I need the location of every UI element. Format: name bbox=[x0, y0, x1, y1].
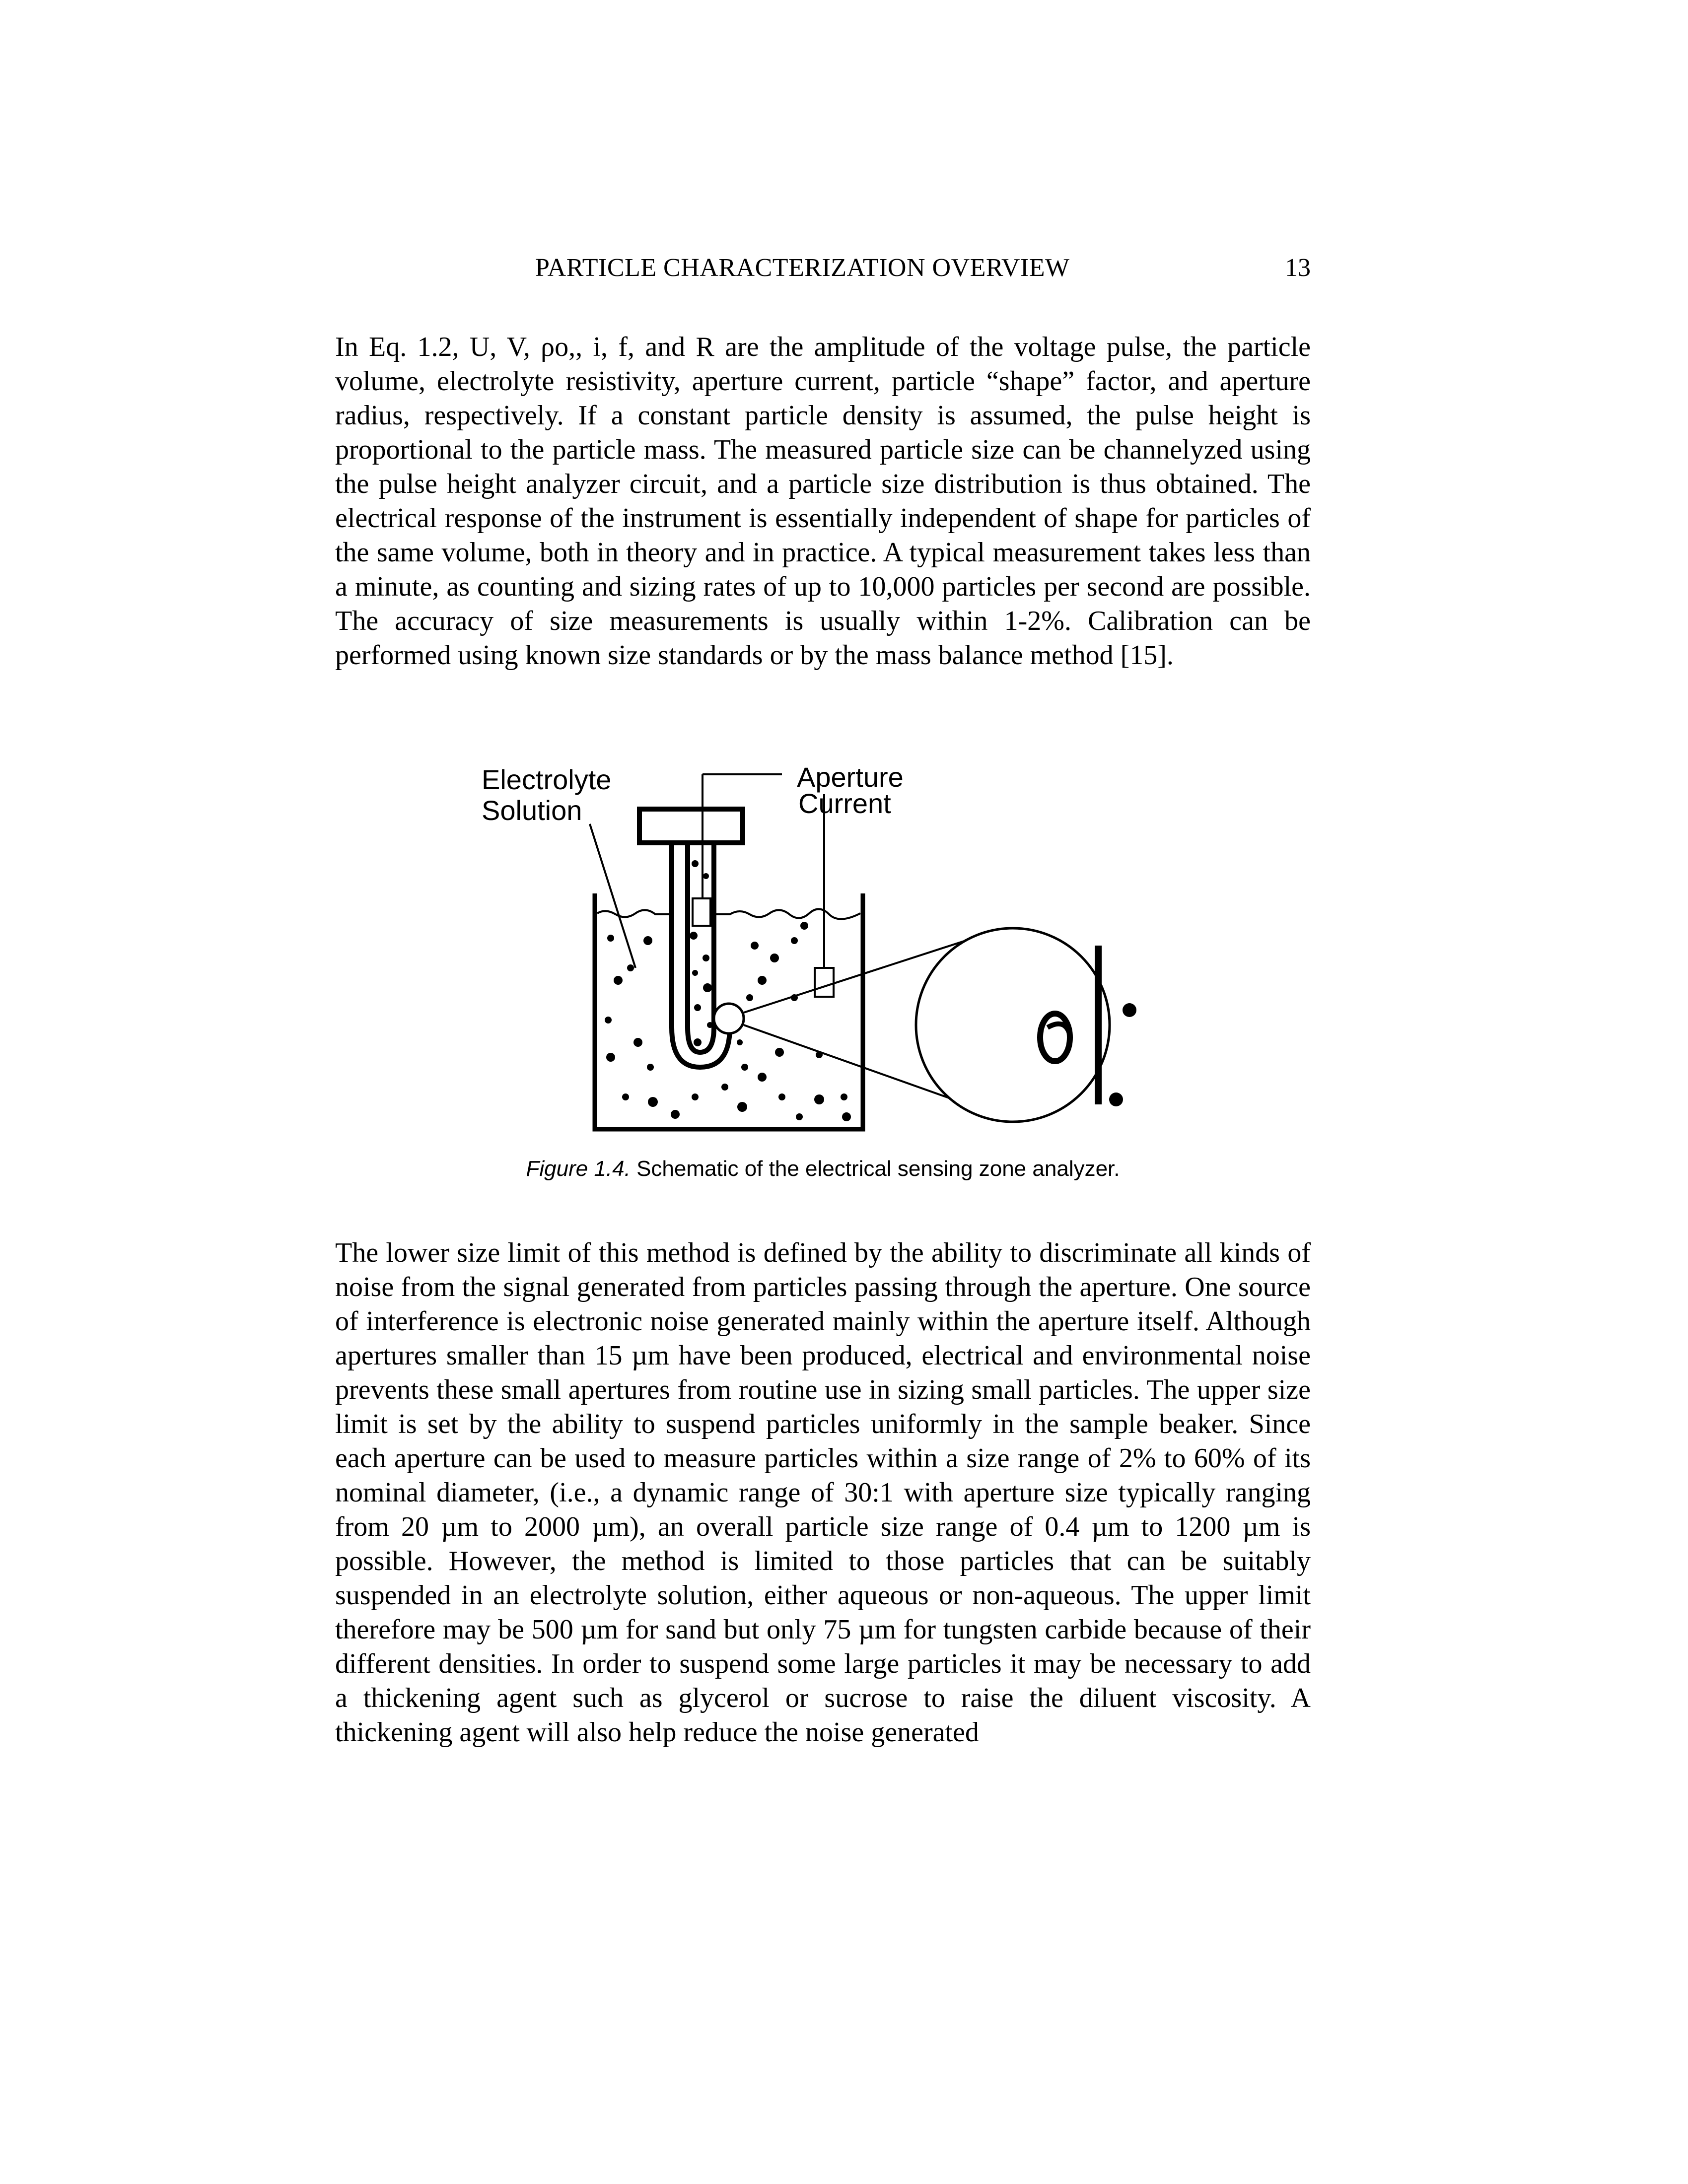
label-aperture: Aperture bbox=[797, 761, 904, 793]
label-solution: Solution bbox=[482, 795, 582, 826]
magnified-view bbox=[916, 928, 1110, 1122]
paragraph-2: The lower size limit of this method is defined by the ability to discriminate all kinds of noise from the signal generated from particles passing through the aperture. One source of interference is electronic noise generated mainly within the aperture itself. Although apertures smaller than 15 µm have been produced, electrical and environmental noise prevents these small apertures from routine use in sizing small particles. The upper size limit is set by the ability to suspend particles uniformly in the sample beaker. Since each aperture can be used to measure particles within a size range of 2% to 60% of its nominal diameter, (i.e., a dynamic range of 30:1 with aperture size typically ranging from 20 µm to 2000 µm), an overall particle size range of 0.4 µm to 1200 µm is possible. However, the method is limited to those particles that can be suitably suspended in an electrolyte solution, either aqueous or non-aqueous. The upper limit therefore may be 500 µm for sand but only 75 µm for tungsten carbide because of their different densities. In order to suspend some large particles it may be necessary to add a thickening agent such as glycerol or sucrose to raise the diluent viscosity. A thickening agent will also help reduce the noise generated bbox=[335, 1237, 1311, 1748]
aperture-spot bbox=[714, 1004, 744, 1033]
tube-holder-block bbox=[639, 809, 743, 843]
figure-caption-text: Schematic of the electrical sensing zone analyzer. bbox=[630, 1157, 1120, 1181]
page-header bbox=[496, 251, 1311, 285]
aperture-tube-outer bbox=[672, 843, 730, 1067]
paragraph-1: In Eq. 1.2, U, V, ρo,, i, f, and R are the amplitude of the voltage pulse, the particle volume, electrolyte resistivity, aperture current, particle “shape” factor, and aperture radius, respectively. If a constant particle density is assumed, the pulse height is proportional to the particle mass. The measured particle size can be channelyzed using the pulse height analyzer circuit, and a particle size distribution is thus obtained. The electrical response of the instrument is essentially independent of shape for particles of the same volume, both in theory and in practice. A typical measurement takes less than a minute, as counting and sizing rates of up to 10,000 particles per second are possible. The accuracy of size measurements is usually within 1-2%. Calibration can be performed using known size standards or by the mass balance method [15]. bbox=[335, 332, 1311, 671]
schematic-diagram bbox=[477, 750, 1172, 1157]
label-electrolyte: Electrolyte bbox=[482, 764, 612, 795]
figure-electrical-sensing-zone bbox=[477, 750, 1172, 1157]
figure-label: Figure 1.4. bbox=[526, 1157, 631, 1181]
figure-caption bbox=[335, 1154, 1311, 1184]
running-head: PARTICLE CHARACTERIZATION OVERVIEW bbox=[535, 254, 1070, 282]
magnified-particle-2 bbox=[1109, 1092, 1123, 1106]
external-electrode bbox=[815, 968, 834, 997]
liquid-surface bbox=[597, 909, 860, 919]
magnified-particle-1 bbox=[1123, 1003, 1136, 1017]
aperture-tube-inner bbox=[688, 843, 714, 1052]
label-current: Current bbox=[798, 788, 891, 819]
page-number: 13 bbox=[1285, 254, 1311, 282]
internal-electrode bbox=[693, 898, 710, 926]
